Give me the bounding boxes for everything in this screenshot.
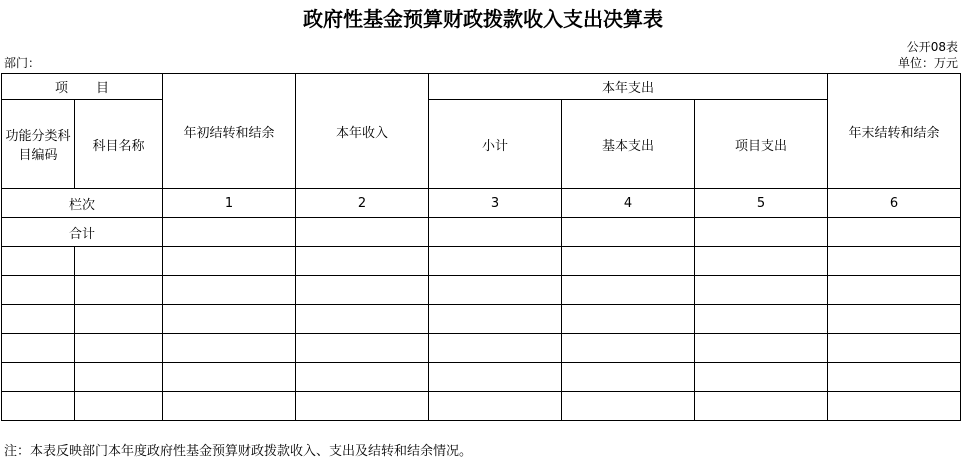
table-cell	[562, 218, 695, 247]
table-row	[2, 276, 961, 305]
table-cell	[296, 305, 429, 334]
column-number: 2	[296, 189, 429, 218]
table-cell	[562, 276, 695, 305]
table-cell	[163, 334, 296, 363]
report-table	[1, 73, 961, 421]
table-cell	[296, 363, 429, 392]
table-cell	[2, 247, 75, 276]
table-cell	[296, 392, 429, 421]
table-cell	[296, 218, 429, 247]
header-expenditure-group: 本年支出	[429, 74, 828, 100]
header-project: 项 目	[2, 74, 163, 100]
table-cell	[562, 363, 695, 392]
footnote: 注：本表反映部门本年度政府性基金预算财政拨款收入、支出及结转和结余情况。	[4, 444, 473, 459]
table-cell	[429, 392, 562, 421]
header-opening-balance: 年初结转和结余	[163, 74, 296, 189]
column-number: 4	[562, 189, 695, 218]
table-row	[2, 363, 961, 392]
table-cell	[828, 334, 961, 363]
column-number: 6	[828, 189, 961, 218]
table-cell	[828, 276, 961, 305]
table-cell	[75, 247, 163, 276]
table-cell	[163, 363, 296, 392]
table-cell	[163, 392, 296, 421]
table-cell	[75, 276, 163, 305]
table-cell	[2, 363, 75, 392]
table-cell	[2, 276, 75, 305]
table-cell	[163, 276, 296, 305]
table-cell	[163, 218, 296, 247]
table-cell	[562, 247, 695, 276]
table-cell	[2, 334, 75, 363]
table-cell	[429, 363, 562, 392]
table-cell	[562, 305, 695, 334]
table-cell	[163, 247, 296, 276]
table-cell	[429, 276, 562, 305]
table-row-total	[2, 218, 961, 247]
table-cell	[695, 363, 828, 392]
table-cell	[429, 218, 562, 247]
table-row	[2, 305, 961, 334]
table-cell	[296, 334, 429, 363]
table-cell	[828, 247, 961, 276]
form-number: 公开08表	[906, 40, 958, 54]
table-cell	[2, 305, 75, 334]
report-title: 政府性基金预算财政拨款收入支出决算表	[303, 7, 663, 31]
header-ending-balance: 年末结转和结余	[828, 74, 961, 189]
header-func-code: 功能分类科目编码	[2, 100, 75, 189]
unit-label: 单位：万元	[897, 56, 958, 70]
table-row	[2, 392, 961, 421]
table-cell	[2, 392, 75, 421]
table-cell	[828, 305, 961, 334]
column-number: 1	[163, 189, 296, 218]
table-cell	[429, 247, 562, 276]
table-cell	[695, 276, 828, 305]
table-cell	[296, 247, 429, 276]
table-cell	[75, 392, 163, 421]
table-row	[2, 247, 961, 276]
table-cell	[75, 334, 163, 363]
header-project-exp: 项目支出	[695, 100, 828, 189]
table-cell	[429, 334, 562, 363]
header-basic: 基本支出	[562, 100, 695, 189]
department-label: 部门：	[4, 56, 41, 70]
table-cell	[562, 334, 695, 363]
column-number: 3	[429, 189, 562, 218]
table-cell	[163, 305, 296, 334]
column-number: 5	[695, 189, 828, 218]
header-income: 本年收入	[296, 74, 429, 189]
table-cell	[695, 247, 828, 276]
table-row	[2, 334, 961, 363]
header-subject-name: 科目名称	[75, 100, 163, 189]
table-cell	[695, 392, 828, 421]
table-cell	[695, 218, 828, 247]
table-cell	[828, 392, 961, 421]
table-cell	[828, 218, 961, 247]
table-cell	[828, 363, 961, 392]
header-subtotal: 小计	[429, 100, 562, 189]
table-cell	[695, 305, 828, 334]
table-cell	[562, 392, 695, 421]
table-cell	[75, 305, 163, 334]
table-cell	[695, 334, 828, 363]
table-cell	[75, 363, 163, 392]
table-cell	[429, 305, 562, 334]
table-row-column-numbers	[2, 189, 961, 218]
row-label-total: 合计	[2, 218, 163, 247]
table-cell	[296, 276, 429, 305]
row-label-columns: 栏次	[2, 189, 163, 218]
